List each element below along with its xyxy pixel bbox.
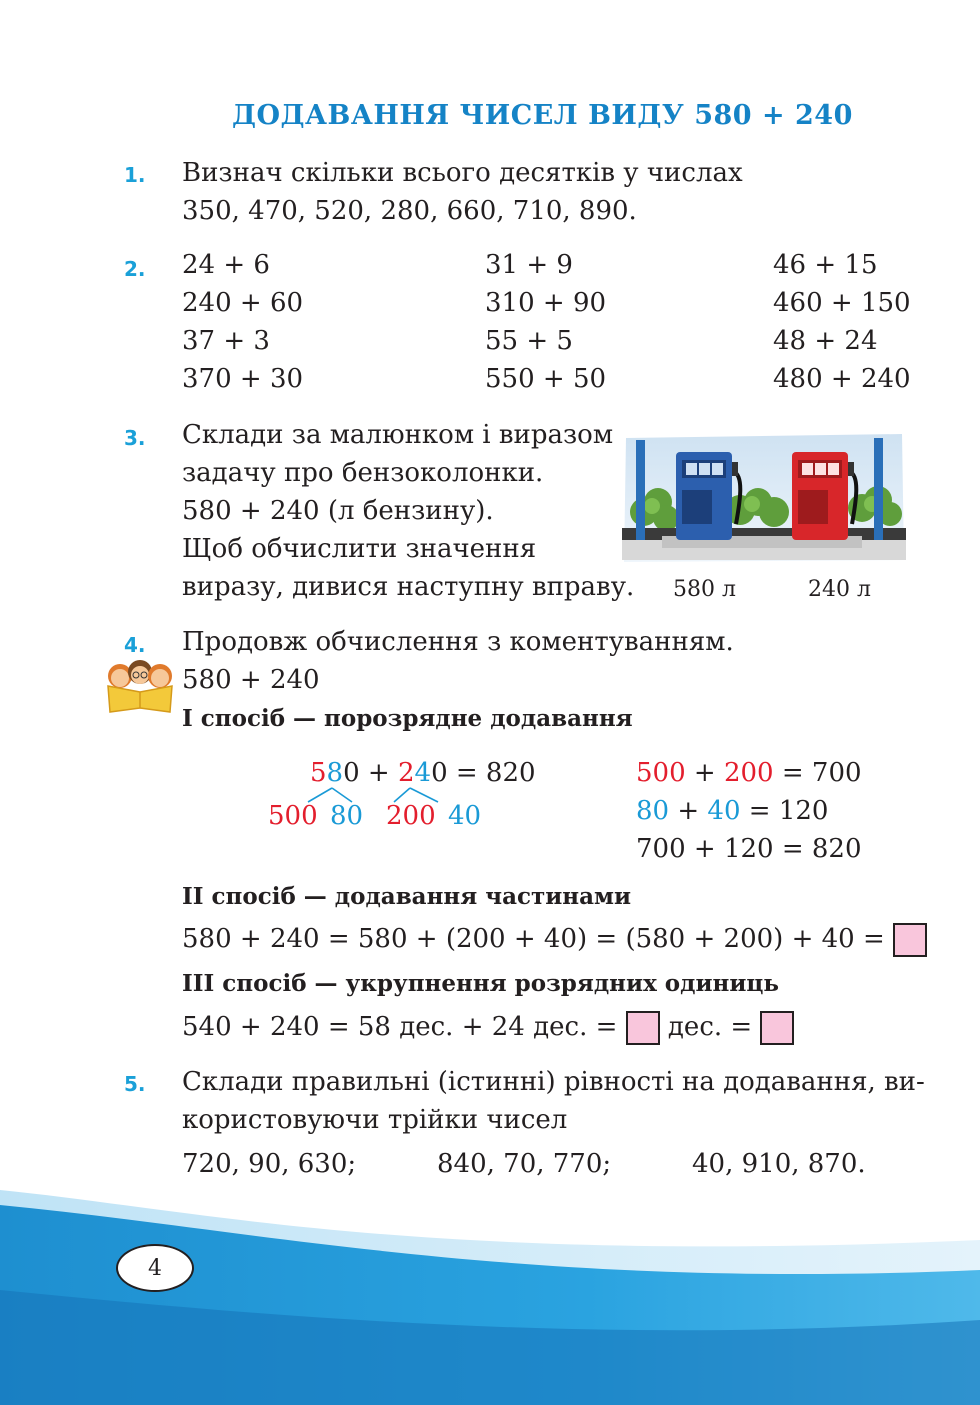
page-number: 4 [116, 1244, 194, 1292]
exercise-2-column-2 [485, 246, 606, 398]
calc-row-tens [636, 792, 828, 830]
expression: 240 + 60 [182, 288, 304, 318]
digit-hundreds-b: 2 [397, 758, 415, 788]
exercise-5-number: 5. [124, 1072, 146, 1096]
exercise-3-line: задачу про бензоколонки. [182, 458, 544, 488]
answer-box[interactable] [760, 1011, 794, 1045]
part-200: 200 [386, 801, 436, 831]
expression: 24 + 6 [182, 250, 270, 280]
method-3-expression: 540 + 240 = 58 дес. + 24 дес. = [182, 1012, 618, 1042]
calc-row-hundreds [636, 754, 862, 792]
exercise-3-line: Склади за малюнком і виразом [182, 420, 614, 450]
exercise-1-number: 1. [124, 163, 146, 187]
method-2-expression-row [182, 920, 927, 958]
digit-units-b: 0 [431, 758, 448, 788]
method-3-heading: ІІІ спосіб — укрупнення розрядних одиниць [182, 970, 780, 997]
digit-tens-b: 4 [414, 758, 432, 788]
triple-2: 840, 70, 770; [437, 1149, 612, 1179]
expression: 460 + 150 [773, 288, 911, 318]
exercise-2-number: 2. [124, 257, 146, 281]
method-3-expression-tail: дес. = [667, 1012, 753, 1042]
decomposition-result: = 820 [447, 758, 536, 788]
exercise-4-text-line2: 580 + 240 [182, 665, 320, 695]
answer-box[interactable] [626, 1011, 660, 1045]
exercise-5-text-line2: користовуючи трійки чисел [182, 1105, 568, 1135]
exercise-4-number: 4. [124, 633, 146, 657]
calc-result: = 120 [740, 796, 829, 826]
gas-station-illustration [622, 432, 906, 564]
part-80: 80 [330, 801, 364, 831]
kids-reading-icon [100, 658, 178, 714]
calc-row-total: 700 + 120 = 820 [636, 834, 862, 864]
exercise-3-text [182, 416, 634, 606]
exercise-3-line: 580 + 240 (л бензину). [182, 496, 494, 526]
calc-result: = 700 [773, 758, 862, 788]
expression: 550 + 50 [485, 364, 607, 394]
expression: 55 + 5 [485, 326, 573, 356]
calc-op: + [685, 758, 724, 788]
exercise-2-column-3 [773, 246, 911, 398]
exercise-4-text-line1: Продовж обчислення з коментуванням. [182, 627, 734, 657]
method-2-heading: ІІ спосіб — додавання частинами [182, 883, 632, 910]
expression: 48 + 24 [773, 326, 878, 356]
expression: 480 + 240 [773, 364, 911, 394]
pump-right-label: 240 л [808, 577, 871, 602]
calc-term: 40 [707, 796, 741, 826]
answer-box[interactable] [893, 923, 927, 957]
calc-op: + [669, 796, 708, 826]
exercise-1-text-line2: 350, 470, 520, 280, 660, 710, 890. [182, 196, 637, 226]
exercise-3-line: виразу, дивися наступну вправу. [182, 572, 635, 602]
digit-tens-a: 8 [326, 758, 344, 788]
calc-term: 200 [723, 758, 774, 788]
calc-term: 500 [636, 758, 686, 788]
plus-sign: + [359, 758, 398, 788]
expression: 46 + 15 [773, 250, 878, 280]
exercise-3-line: Щоб обчислити значення [182, 534, 537, 564]
exercise-5-text-line1: Склади правильні (істинні) рівності на додавання, ви- [182, 1067, 925, 1097]
triple-3: 40, 910, 870. [692, 1149, 866, 1179]
part-500: 500 [268, 801, 318, 831]
method-2-expression: 580 + 240 = 580 + (200 + 40) = (580 + 200) + 40 = [182, 924, 885, 954]
expression: 310 + 90 [485, 288, 607, 318]
pump-left-label: 580 л [673, 577, 736, 602]
expression: 37 + 3 [182, 326, 270, 356]
exercise-2-column-1 [182, 246, 303, 398]
calc-term: 80 [636, 796, 670, 826]
expression: 31 + 9 [485, 250, 573, 280]
exercise-1-text-line1: Визнач скільки всього десятків у числах [182, 158, 743, 188]
triple-1: 720, 90, 630; [182, 1149, 357, 1179]
exercise-3-number: 3. [124, 426, 146, 450]
page-title: ДОДАВАННЯ ЧИСЕЛ ВИДУ 580 + 240 [232, 100, 853, 131]
part-40: 40 [448, 801, 482, 831]
expression: 370 + 30 [182, 364, 304, 394]
method-3-expression-row [182, 1008, 794, 1046]
digit-hundreds-a: 5 [310, 758, 327, 788]
method-1-heading: І спосіб — порозрядне додавання [182, 705, 633, 732]
digit-units-a: 0 [343, 758, 360, 788]
